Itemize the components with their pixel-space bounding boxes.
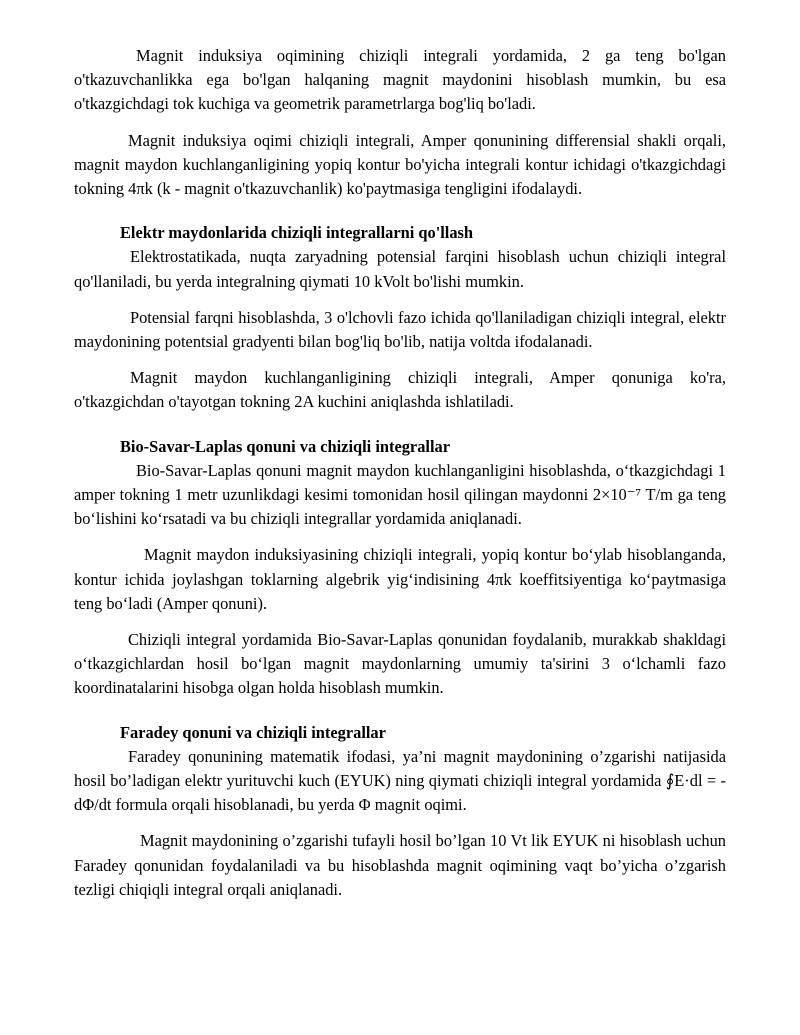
paragraph-ampere-law: Magnit maydon induksiyasining chiziqli integrali, yopiq kontur bo‘ylab hisoblanganda, kontur ichida joylashgan toklarning algebrik yig‘indisining 4πk koeffitsiyentiga ko‘paytmasiga teng bo‘ladi (Amper qonuni). [74, 545, 726, 613]
paragraph-faraday-law: Faradey qonunining matematik ifodasi, ya’ni magnit maydonining o’zgarishi natijasida hosil bo’ladigan elektr yurituvchi kuch (EYUK) ning qiymati chiziqli integral yordamida ∮E·dl = -dΦ/dt formula orqali hisoblanadi, bu yerda Φ magnit oqimi. [74, 746, 726, 815]
paragraph-biot-savart-law: Bio-Savar-Laplas qonuni magnit maydon kuchlanganligini hisoblashda, o‘tkazgichdagi 1 amper tokning 1 metr uzunlikdagi kesimi tomonidan hosil qilingan maydonni 2×10⁻⁷ T/m ga teng bo‘lishini ko‘rsatadi va bu chiziqli integrallar yordamida aniqlanadi. [74, 460, 726, 529]
paragraph-electrostatics: Elektrostatikada, nuqta zaryadning potensial farqini hisoblash uchun chiziqli integral qo'llaniladi, bu yerda integralning qiymati 10 kVolt bo'lishi mumkin. [74, 247, 726, 291]
paragraph-ampere-differential: Magnit induksiya oqimi chiziqli integrali, Amper qonunining differensial shakli orqali, magnit maydon kuchlanganligining yopiq kontur bo'yicha integrali kontur ichidagi o'tkazgichdagi tokning 4πk (k - magnit o'tkazuvchanlik) ko'paytmasiga tengligini ifodalaydi. [74, 130, 726, 199]
paragraph-potential-difference: Potensial farqni hisoblashda, 3 o'lchovli fazo ichida qo'llaniladigan chiziqli integral, elektr maydonining potentsial gradyenti bilan bog'liq bo'lib, natija voltda ifodalanadi. [74, 307, 726, 352]
paragraph-magnetic-flux-ring: Magnit induksiya oqimining chiziqli integrali yordamida, 2 ga teng bo'lgan o'tkazuvchanlikka ega bo'lgan halqaning magnit maydonini hisoblash mumkin, bu esa o'tkazgichdagi tok kuchiga va geometrik parametrlarga bog'liq bo'ladi. [74, 46, 726, 114]
paragraph-magnetic-field-strength: Magnit maydon kuchlanganligining chiziqli integrali, Amper qonuniga ko'ra, o'tkazgichdan o'tayotgan tokning 2A kuchini aniqlashda ishlatiladi. [74, 368, 726, 412]
document-page [74, 44, 726, 902]
heading-biot-savart: Bio-Savar-Laplas qonuni va chiziqli integrallar [120, 436, 450, 456]
heading-electric-fields: Elektr maydonlarida chiziqli integrallarni qo'llash [120, 223, 474, 243]
heading-faraday: Faradey qonuni va chiziqli integrallar [120, 722, 386, 742]
paragraph-complex-conductors: Chiziqli integral yordamida Bio-Savar-Laplas qonunidan foydalanib, murakkab shakldagi o‘tkazgichlardan hosil bo‘lgan magnit maydonlarning umumiy ta'sirini 3 o‘lchamli fazo koordinatalarini hisobga olgan holda hisoblash mumkin. [74, 630, 726, 698]
paragraph-emf-calculation: Magnit maydonining o’zgarishi tufayli hosil bo’lgan 10 Vt lik EYUK ni hisoblash uchun Faradey qonunidan foydalaniladi va bu hisoblashda magnit oqimining vaqt bo’yicha o’zgarish tezligi chiqiqli integral orqali aniqlanadi. [74, 831, 726, 899]
